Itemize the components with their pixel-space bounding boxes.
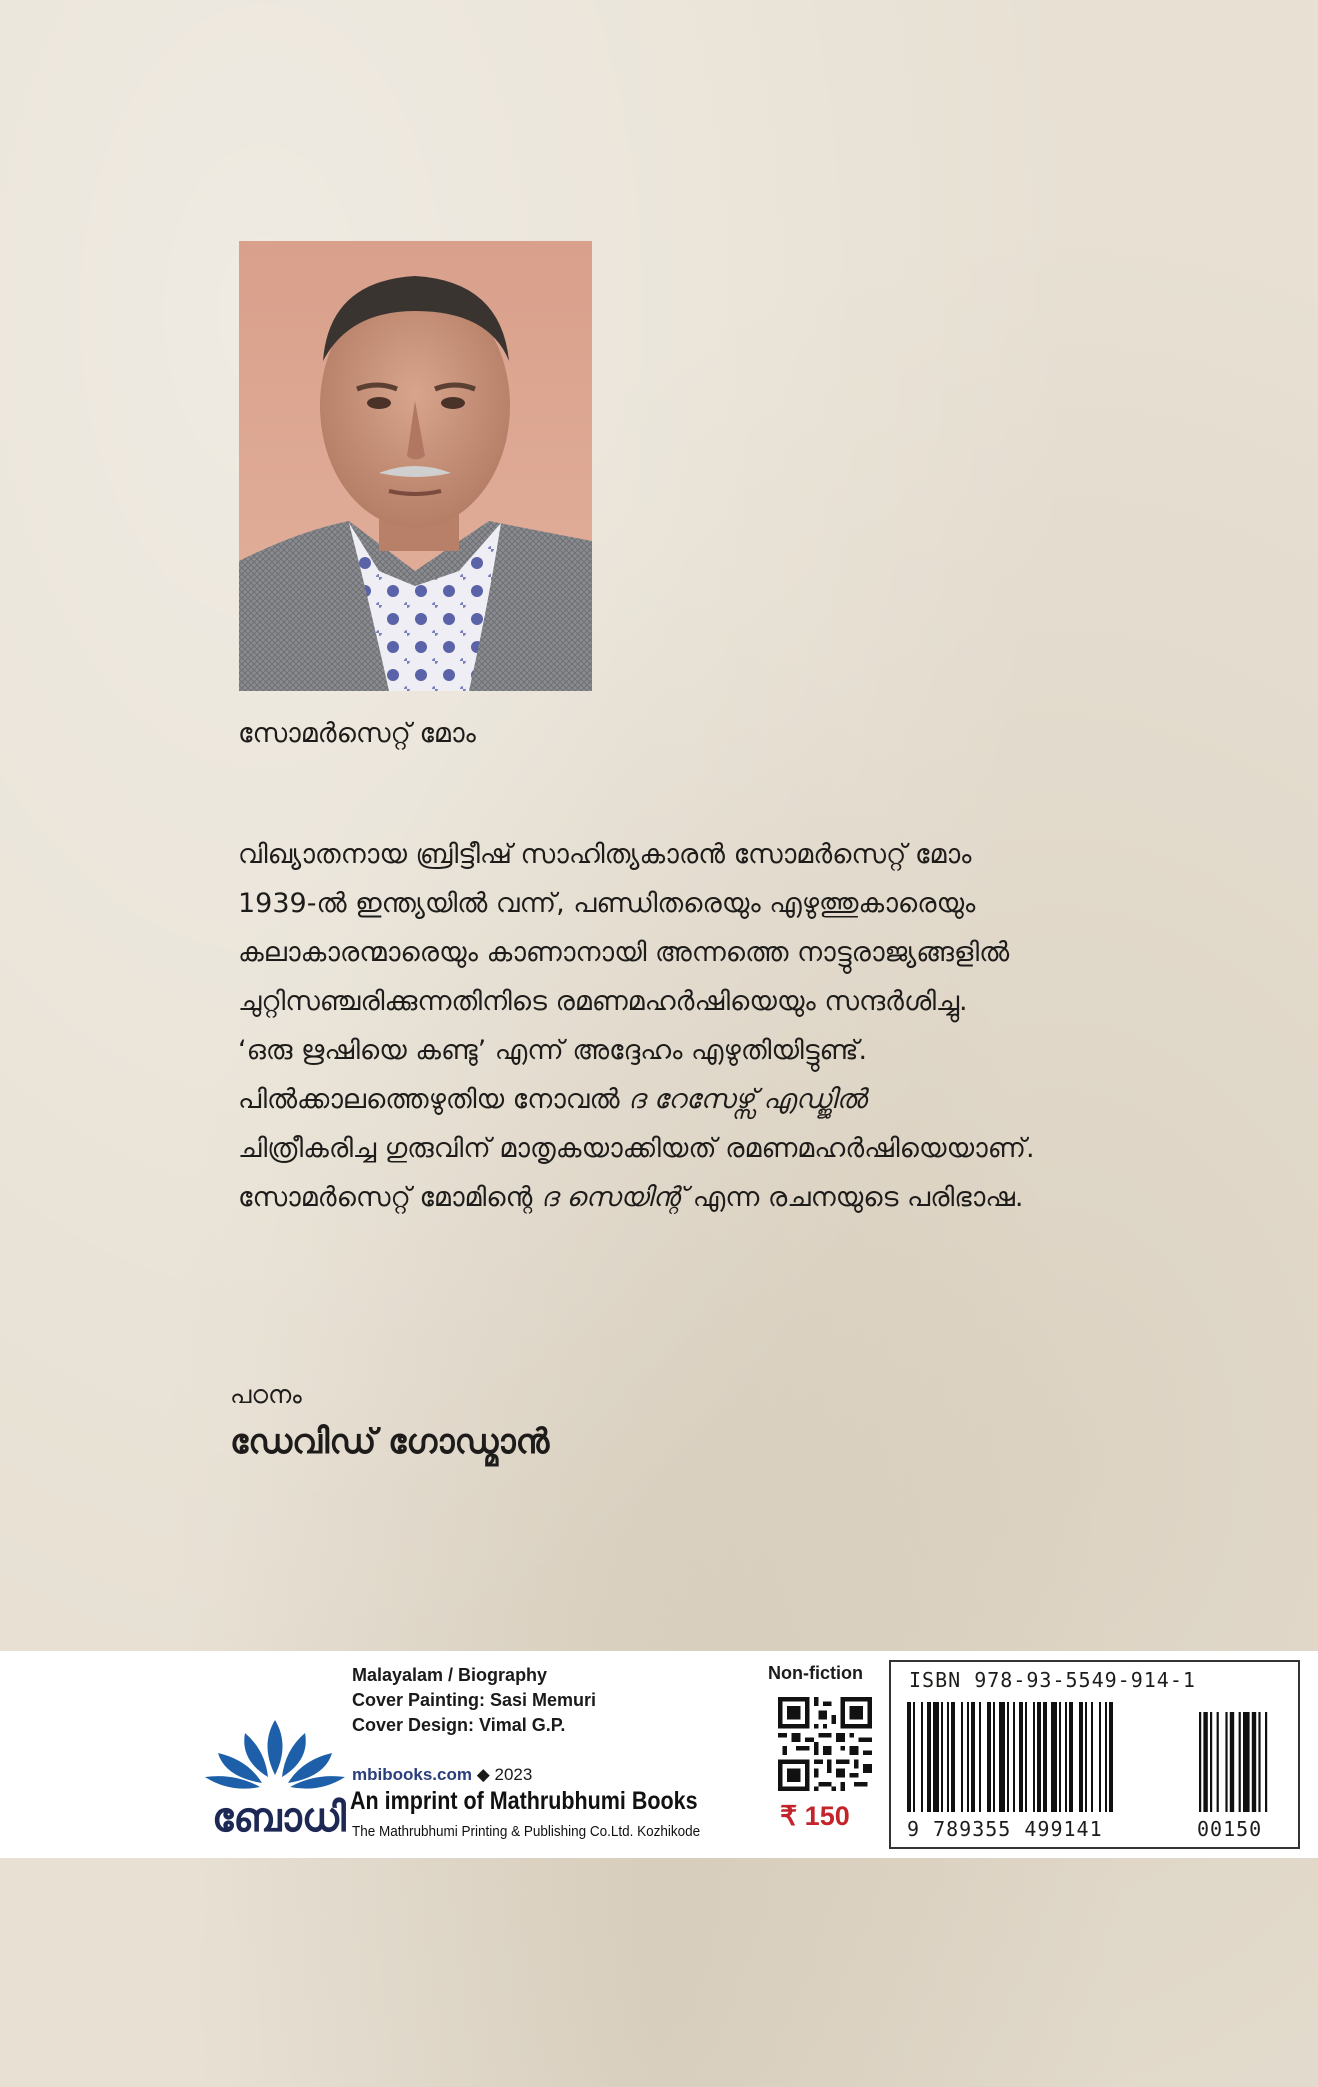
study-author: ഡേവിഡ് ഗോഡ്മാൻ [230,1422,550,1462]
publisher-panel [0,1651,1318,1858]
author-portrait [239,241,592,691]
work-title: ദ സെയിന്റ് [540,1182,685,1213]
price-label: ₹ 150 [780,1801,850,1831]
category-text: Malayalam / Biography [352,1665,548,1685]
description-line: ‘ഒരു ഋഷിയെ കണ്ടു’ എന്ന് അദ്ദേഹം എഴുതിയിട്ടുണ്ട്. [238,1035,868,1066]
description-line: 1939-ൽ ഇന്ത്യയിൽ വന്ന്, പണ്ഡിതരെയും എഴുത്തുകാരെയും [238,888,976,919]
description-line: വിഖ്യാതനായ ബ്രിട്ടീഷ് സാഹിത്യകാരൻ സോമർസെറ്റ് മോം [238,839,972,870]
portrait-caption: സോമർസെറ്റ് മോം [238,718,476,749]
barcode-addon-digits: 00150 [1197,1817,1263,1841]
book-description [238,830,1138,1222]
isbn-text: ISBN 978-93-5549-914-1 [909,1668,1196,1692]
cover-design-credit: Cover Design: Vimal G.P. [352,1715,566,1735]
company-text: The Mathrubhumi Printing & Publishing Co.Ltd. Kozhikode [352,1823,701,1840]
barcode-bars [907,1702,1287,1812]
cover-painting-credit: Cover Painting: Sasi Memuri [352,1690,597,1710]
website-link[interactable]: mbibooks.com [352,1765,472,1784]
website-year [352,1765,532,1785]
description-text: സോമർസെറ്റ് മോമിന്റെ [238,1182,541,1213]
description-line: ചിത്രീകരിച്ച ഗുരുവിന് മാതൃകയാക്കിയത് രമണമഹർഷിയെയാണ്. [238,1133,1035,1164]
novel-title: ദ റേസേഴ്സ് എഡ്ജിൽ [628,1084,867,1115]
portrait-image [239,241,592,691]
description-line: കലാകാരന്മാരെയും കാണാനായി അന്നത്തെ നാട്ടുരാജ്യങ്ങളിൽ [238,937,1010,968]
description-line: ചുറ്റിസഞ്ചരിക്കുന്നതിനിടെ രമണമഹർഷിയെയും സന്ദർശിച്ചു. [238,986,968,1017]
diamond-separator-icon: ◆ [476,1765,490,1784]
description-text: പിൽക്കാലത്തെഴുതിയ നോവൽ [238,1084,629,1115]
book-credits [352,1663,596,1738]
genre-label: Non-fiction [768,1663,863,1683]
description-line [238,1075,1138,1124]
imprint-text: An imprint of Mathrubhumi Books [350,1787,698,1815]
logo-text: ബോധി [212,1795,346,1841]
study-label: പഠനം [230,1380,302,1409]
qr-code-icon [778,1697,872,1791]
description-text: എന്ന രചനയുടെ പരിഭാഷ. [684,1182,1024,1213]
isbn-barcode [889,1660,1300,1849]
barcode-digits: 9 789355 499141 [907,1817,1103,1841]
publication-year: 2023 [494,1765,533,1784]
description-line [238,1173,1138,1222]
